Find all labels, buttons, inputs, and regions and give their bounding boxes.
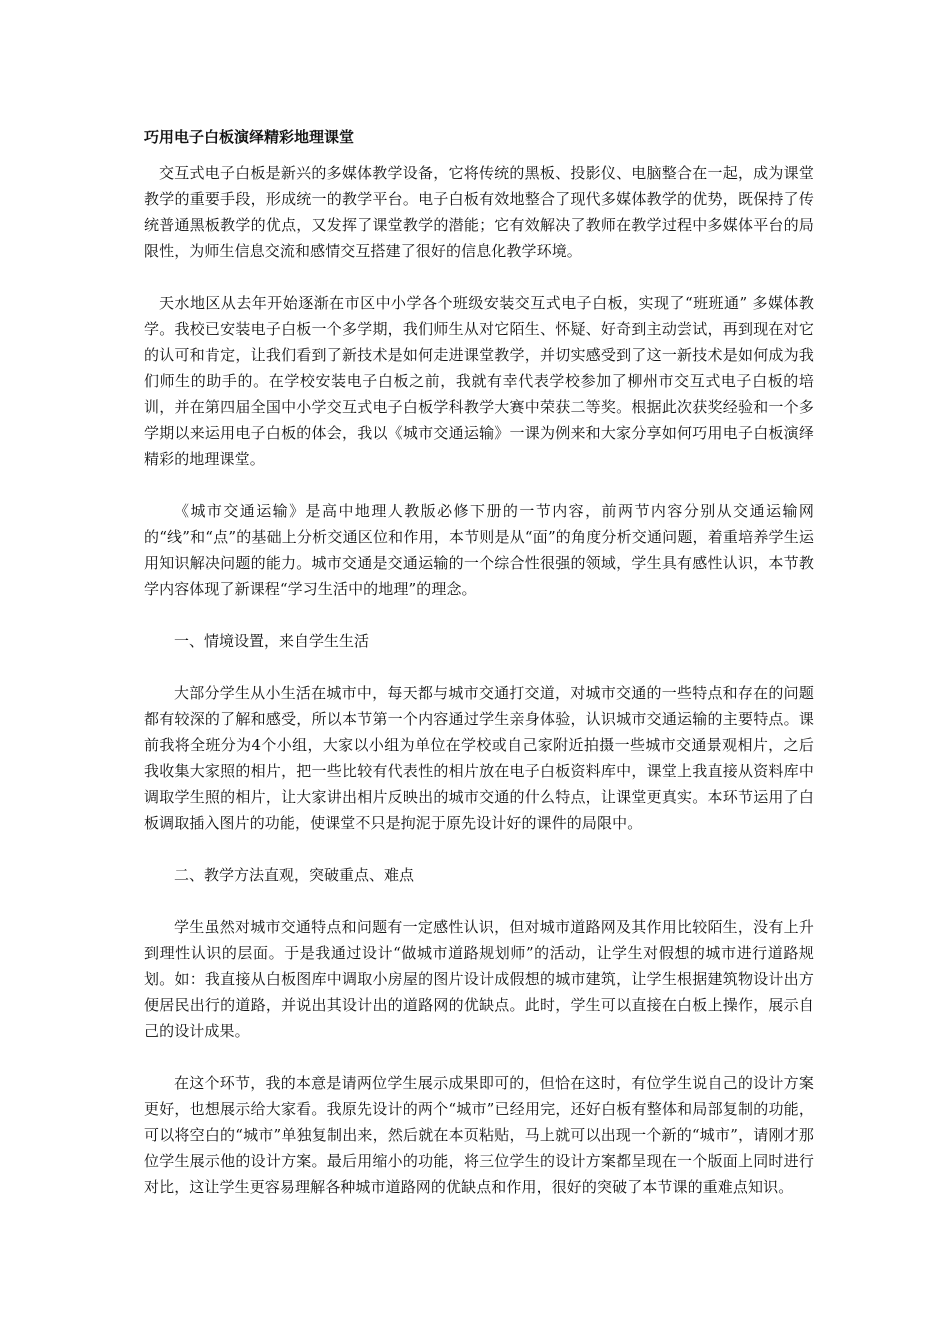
section-heading-1: 一、情境设置，来自学生生活 (174, 632, 370, 650)
paragraph-intro: 交互式电子白板是新兴的多媒体教学设备，它将传统的黑板、投影仪、电脑整合在一起，成为课堂教学的重要手段，形成统一的教学平台。电子白板有效地整合了现代多媒体教学的优势，既保持了传统普通黑板教学的优点，又发挥了课堂教学的潜能；它有效解决了教师在教学过程中多媒体平台的局限性，为师生信息交流和感情交互搭建了很好的信息化教学环境。 (144, 164, 814, 260)
paragraph-lesson-overview: 《城市交通运输》是高中地理人教版必修下册的一节内容，前两节内容分别从交通运输网的“线”和“点”的基础上分析交通区位和作用，本节则是从“面”的角度分析交通问题，着重培养学生运用知识解决问题的能力。城市交通是交通运输的一个综合性很强的领域，学生具有感性认识，本节教学内容体现了新课程“学习生活中的地理”的理念。 (144, 502, 814, 598)
document-title: 巧用电子白板演绎精彩地理课堂 (144, 128, 355, 146)
paragraph-section-2b: 在这个环节，我的本意是请两位学生展示成果即可的，但恰在这时，有位学生说自己的设计方案更好，也想展示给大家看。我原先设计的两个“城市”已经用完，还好白板有整体和局部复制的功能，可以将空白的“城市”单独复制出来，然后就在本页粘贴，马上就可以出现一个新的“城市”，请刚才那位学生展示他的设计方案。最后用缩小的功能，将三位学生的设计方案都呈现在一个版面上同时进行对比，这让学生更容易理解各种城市道路网的优缺点和作用，很好的突破了本节课的重难点知识。 (144, 1074, 814, 1196)
paragraph-section-1: 大部分学生从小生活在城市中，每天都与城市交通打交道，对城市交通的一些特点和存在的问题都有较深的了解和感受，所以本节第一个内容通过学生亲身体验，认识城市交通运输的主要特点。课前我将全班分为4个小组，大家以小组为单位在学校或自己家附近拍摄一些城市交通景观相片，之后我收集大家照的相片，把一些比较有代表性的相片放在电子白板资料库中，课堂上我直接从资料库中调取学生照的相片，让大家讲出相片反映出的城市交通的什么特点，让课堂更真实。本环节运用了白板调取插入图片的功能，使课堂不只是拘泥于原先设计好的课件的局限中。 (144, 684, 814, 832)
document-page (144, 124, 814, 1226)
paragraph-section-2a: 学生虽然对城市交通特点和问题有一定感性认识，但对城市道路网及其作用比较陌生，没有上升到理性认识的层面。于是我通过设计“做城市道路规划师”的活动，让学生对假想的城市进行道路规划。如：我直接从白板图库中调取小房屋的图片设计成假想的城市建筑，让学生根据建筑物设计出方便居民出行的道路，并说出其设计出的道路网的优缺点。此时，学生可以直接在白板上操作，展示自己的设计成果。 (144, 918, 814, 1040)
paragraph-background: 天水地区从去年开始逐渐在市区中小学各个班级安装交互式电子白板，实现了“班班通” 多媒体教学。我校已安装电子白板一个多学期，我们师生从对它陌生、怀疑、好奇到主动尝试，再到现在对它的认可和肯定，让我们看到了新技术是如何走进课堂教学，并切实感受到了这一新技术是如何成为我们师生的助手的。在学校安装电子白板之前，我就有幸代表学校参加了柳州市交互式电子白板的培训，并在第四届全国中小学交互式电子白板学科教学大赛中荣获二等奖。根据此次获奖经验和一个多学期以来运用电子白板的体会，我以《城市交通运输》一课为例来和大家分享如何巧用电子白板演绎精彩的地理课堂。 (144, 294, 814, 468)
section-heading-2: 二、教学方法直观，突破重点、难点 (174, 866, 415, 884)
